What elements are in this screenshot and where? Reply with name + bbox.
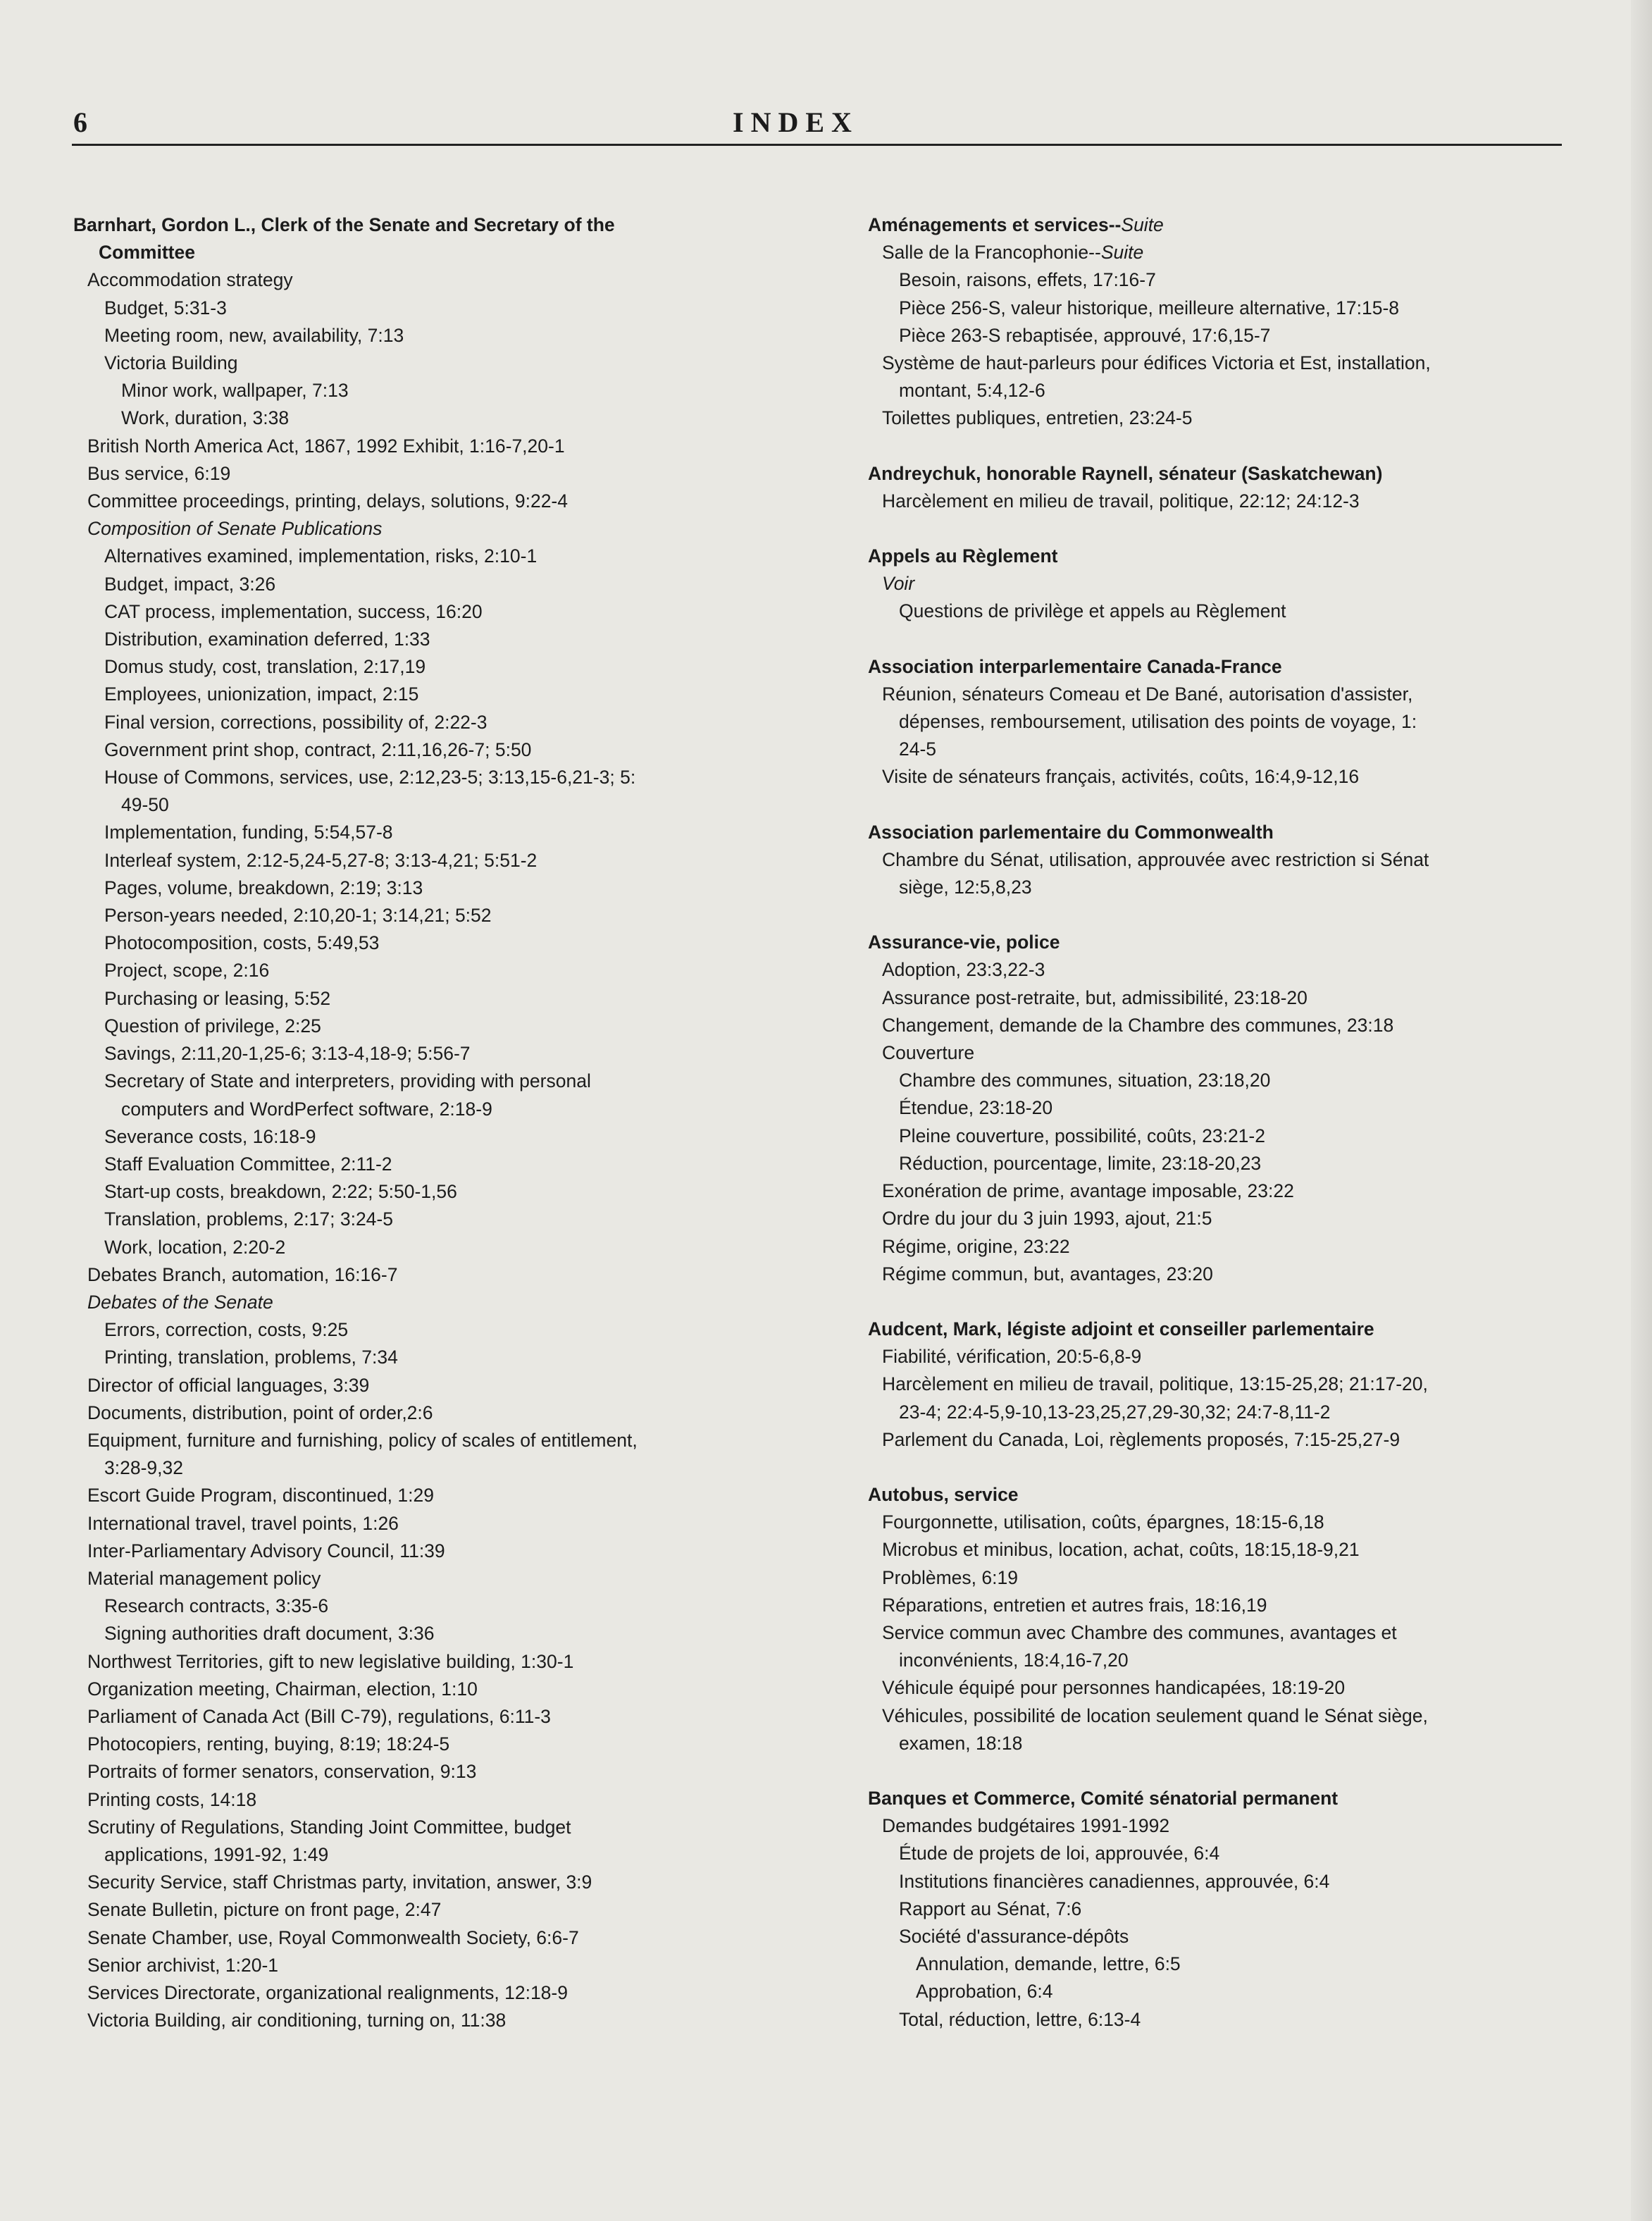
index-entry: Services Directorate, organizational realignments, 12:18-9 (87, 1982, 568, 2003)
index-entry: Translation, problems, 2:17; 3:24-5 (104, 1208, 393, 1230)
index-entry: Escort Guide Program, discontinued, 1:29 (87, 1485, 434, 1507)
index-entry: Microbus et minibus, location, achat, coûts, 18:15,18-9,21 (882, 1539, 1360, 1561)
index-entry: Institutions financières canadiennes, approuvée, 6:4 (899, 1870, 1330, 1892)
index-entry: Portraits of former senators, conservation, 9:13 (87, 1761, 477, 1783)
index-entry: Person-years needed, 2:10,20-1; 3:14,21; 5:52 (104, 905, 492, 927)
entry-suite-text: Suite (1121, 214, 1164, 235)
index-entry: Security Service, staff Christmas party, invitation, answer, 3:9 (87, 1872, 592, 1893)
index-entry: Research contracts, 3:35-6 (104, 1595, 329, 1617)
index-entry: Étendue, 23:18-20 (899, 1097, 1053, 1119)
index-entry: Harcèlement en milieu de travail, politique, 13:15-25,28; 21:17-20, (882, 1373, 1428, 1395)
index-entry: Voir (882, 573, 915, 595)
index-entry: House of Commons, services, use, 2:12,23-5; 3:13,15-6,21-3; 5: (104, 767, 636, 788)
index-entry: Fourgonnette, utilisation, coûts, épargnes, 18:15-6,18 (882, 1511, 1324, 1533)
index-entry: Inter-Parliamentary Advisory Council, 11:39 (87, 1540, 445, 1561)
index-entry: Government print shop, contract, 2:11,16,26-7; 5:50 (104, 738, 532, 760)
index-entry: Chambre des communes, situation, 23:18,20 (899, 1070, 1271, 1091)
index-entry: Total, réduction, lettre, 6:13-4 (899, 2008, 1141, 2030)
index-entry: Printing, translation, problems, 7:34 (104, 1347, 398, 1368)
index-entry: Toilettes publiques, entretien, 23:24-5 (882, 407, 1193, 429)
entry-gap (868, 515, 1572, 543)
index-entry: Documents, distribution, point of order,2:6 (87, 1402, 433, 1423)
index-entry: Minor work, wallpaper, 7:13 (121, 380, 349, 402)
index-entry: Pages, volume, breakdown, 2:19; 3:13 (104, 877, 423, 898)
index-entry: Domus study, cost, translation, 2:17,19 (104, 656, 426, 678)
index-entry: CAT process, implementation, success, 16:20 (104, 600, 483, 622)
index-heading: Appels au Règlement (868, 545, 1058, 567)
entry-main-text: Salle de la Francophonie-- (882, 242, 1101, 264)
index-entry: Printing costs, 14:18 (87, 1788, 257, 1810)
index-entry: Harcèlement en milieu de travail, politique, 22:12; 24:12-3 (882, 490, 1360, 512)
index-entry: Debates of the Senate (87, 1291, 273, 1313)
index-entry: Work, location, 2:20-2 (104, 1236, 286, 1258)
index-heading: Autobus, service (868, 1483, 1019, 1505)
index-entry: inconvénients, 18:4,16-7,20 (899, 1650, 1129, 1671)
index-entry: Exonération de prime, avantage imposable, 23:22 (882, 1180, 1294, 1202)
index-entry: Système de haut-parleurs pour édifices Victoria et Est, installation, (882, 352, 1431, 374)
index-entry: 49-50 (121, 794, 169, 816)
index-entry: Changement, demande de la Chambre des communes, 23:18 (882, 1014, 1394, 1036)
index-entry: Couverture (882, 1042, 975, 1064)
index-entry: Debates Branch, automation, 16:16-7 (87, 1263, 398, 1285)
index-entry: Étude de projets de loi, approuvée, 6:4 (899, 1843, 1220, 1864)
index-entry: Régime, origine, 23:22 (882, 1235, 1070, 1257)
index-entry: Photocopiers, renting, buying, 8:19; 18:24-5 (87, 1733, 450, 1755)
index-entry: Final version, corrections, possibility of, 2:22-3 (104, 711, 487, 733)
index-entry (868, 239, 1572, 266)
index-entry: Signing authorities draft document, 3:36 (104, 1623, 435, 1645)
index-entry: Pièce 263-S rebaptisée, approuvé, 17:6,15-7 (899, 324, 1271, 346)
index-entry: Régime commun, but, avantages, 23:20 (882, 1263, 1213, 1285)
index-entry: Annulation, demande, lettre, 6:5 (916, 1953, 1181, 1975)
index-entry: Employees, unionization, impact, 2:15 (104, 683, 419, 705)
index-entry: Start-up costs, breakdown, 2:22; 5:50-1,56 (104, 1181, 457, 1203)
index-entry: Photocomposition, costs, 5:49,53 (104, 932, 380, 954)
index-entry: Problèmes, 6:19 (882, 1566, 1018, 1588)
index-entry: Committee proceedings, printing, delays, solutions, 9:22-4 (87, 490, 568, 512)
index-heading: Barnhart, Gordon L., Clerk of the Senate and Secretary of the (73, 214, 615, 235)
index-entry: Purchasing or leasing, 5:52 (104, 987, 331, 1009)
index-heading: Association interparlementaire Canada-France (868, 655, 1282, 677)
index-entry: Victoria Building (104, 352, 238, 374)
index-entry: Réunion, sénateurs Comeau et De Bané, autorisation d'assister, (882, 683, 1413, 705)
index-entry: Adoption, 23:3,22-3 (882, 959, 1045, 981)
index-entry: Northwest Territories, gift to new legislative building, 1:30-1 (87, 1650, 574, 1672)
index-heading (868, 211, 1572, 239)
entry-gap (868, 791, 1572, 819)
index-column-left (73, 211, 820, 2034)
index-entry: Véhicule équipé pour personnes handicapées, 18:19-20 (882, 1677, 1346, 1699)
index-entry: Material management policy (87, 1567, 321, 1589)
index-entry: Demandes budgétaires 1991-1992 (882, 1815, 1170, 1837)
index-heading: Banques et Commerce, Comité sénatorial permanent (868, 1787, 1339, 1809)
index-entry: Questions de privilège et appels au Règlement (899, 600, 1286, 622)
index-entry: Senate Chamber, use, Royal Commonwealth Society, 6:6-7 (87, 1926, 579, 1948)
index-entry: siège, 12:5,8,23 (899, 877, 1032, 898)
index-entry: Assurance post-retraite, but, admissibilité, 23:18-20 (882, 986, 1308, 1008)
entry-gap (868, 1757, 1572, 1785)
index-column-right (868, 211, 1572, 2034)
index-entry: Alternatives examined, implementation, risks, 2:10-1 (104, 545, 538, 567)
index-entry: Errors, correction, costs, 9:25 (104, 1319, 349, 1341)
index-entry: Réparations, entretien et autres frais, 18:16,19 (882, 1594, 1267, 1616)
index-entry: Director of official languages, 3:39 (87, 1374, 370, 1396)
index-entry: 24-5 (899, 738, 937, 760)
header-rule (72, 144, 1562, 146)
entry-gap (868, 433, 1572, 460)
index-entry: Savings, 2:11,20-1,25-6; 3:13-4,18-9; 5:56-7 (104, 1043, 471, 1065)
index-entry: Approbation, 6:4 (916, 1981, 1053, 2003)
index-entry: Distribution, examination deferred, 1:33 (104, 629, 430, 650)
index-entry: Accommodation strategy (87, 269, 293, 291)
index-entry: 23-4; 22:4-5,9-10,13-23,25,27,29-30,32; 24:7-8,11-2 (899, 1401, 1331, 1423)
index-entry: Bus service, 6:19 (87, 462, 231, 484)
index-entry: Chambre du Sénat, utilisation, approuvée avec restriction si Sénat (882, 848, 1429, 870)
index-entry: Parlement du Canada, Loi, règlements proposés, 7:15-25,27-9 (882, 1428, 1401, 1450)
index-entry: computers and WordPerfect software, 2:18-9 (121, 1098, 492, 1120)
page-number: 6 (73, 106, 87, 138)
index-entry: Equipment, furniture and furnishing, policy of scales of entitlement, (87, 1429, 638, 1451)
index-entry: dépenses, remboursement, utilisation des points de voyage, 1: (899, 711, 1417, 733)
index-entry: Ordre du jour du 3 juin 1993, ajout, 21:5 (882, 1208, 1212, 1230)
index-heading: Association parlementaire du Commonwealth (868, 821, 1274, 843)
entry-main-text: Aménagements et services-- (868, 214, 1122, 235)
index-entry: Rapport au Sénat, 7:6 (899, 1898, 1082, 1919)
index-heading: Assurance-vie, police (868, 932, 1060, 953)
index-entry: Senate Bulletin, picture on front page, 2:47 (87, 1899, 442, 1921)
index-entry: Victoria Building, air conditioning, turning on, 11:38 (87, 2010, 507, 2031)
index-entry: Budget, 5:31-3 (104, 297, 227, 318)
index-entry: Implementation, funding, 5:54,57-8 (104, 822, 393, 843)
index-heading: Andreychuk, honorable Raynell, sénateur (Saskatchewan) (868, 462, 1383, 484)
index-entry: Budget, impact, 3:26 (104, 573, 276, 595)
index-entry: Senior archivist, 1:20-1 (87, 1954, 279, 1976)
page-title: INDEX (733, 106, 859, 138)
index-heading: Audcent, Mark, légiste adjoint et conseiller parlementaire (868, 1318, 1374, 1340)
index-entry: Pièce 256-S, valeur historique, meilleure alternative, 17:15-8 (899, 297, 1400, 318)
index-entry: Visite de sénateurs français, activités, coûts, 16:4,9-12,16 (882, 766, 1360, 788)
index-entry: Scrutiny of Regulations, Standing Joint Committee, budget (87, 1816, 571, 1838)
index-entry: Besoin, raisons, effets, 17:16-7 (899, 269, 1156, 291)
index-entry: montant, 5:4,12-6 (899, 380, 1045, 402)
index-entry: Réduction, pourcentage, limite, 23:18-20,23 (899, 1152, 1262, 1174)
index-entry: International travel, travel points, 1:26 (87, 1512, 399, 1534)
index-heading: Committee (99, 242, 195, 264)
entry-gap (868, 626, 1572, 653)
index-entry: Staff Evaluation Committee, 2:11-2 (104, 1153, 392, 1175)
index-entry: Secretary of State and interpreters, providing with personal (104, 1070, 591, 1092)
index-entry: Société d'assurance-dépôts (899, 1925, 1129, 1947)
index-entry: Severance costs, 16:18-9 (104, 1125, 316, 1147)
index-entry: examen, 18:18 (899, 1732, 1023, 1754)
index-entry: Project, scope, 2:16 (104, 960, 270, 982)
index-entry: Service commun avec Chambre des communes, avantages et (882, 1621, 1397, 1643)
index-entry: Interleaf system, 2:12-5,24-5,27-8; 3:13-4,21; 5:51-2 (104, 849, 538, 871)
index-entry: 3:28-9,32 (104, 1457, 183, 1479)
index-entry: Meeting room, new, availability, 7:13 (104, 324, 404, 346)
index-entry: Organization meeting, Chairman, election, 1:10 (87, 1678, 478, 1700)
index-entry: Véhicules, possibilité de location seulement quand le Sénat siège, (882, 1705, 1428, 1726)
index-entry: applications, 1991-92, 1:49 (104, 1843, 329, 1865)
entry-gap (868, 1454, 1572, 1481)
index-entry: British North America Act, 1867, 1992 Exhibit, 1:16-7,20-1 (87, 435, 565, 457)
entry-gap (868, 901, 1572, 929)
index-entry: Work, duration, 3:38 (121, 407, 290, 429)
entry-suite-text: Suite (1100, 242, 1144, 264)
index-entry: Question of privilege, 2:25 (104, 1015, 321, 1037)
entry-gap (868, 1288, 1572, 1316)
index-entry: Fiabilité, vérification, 20:5-6,8-9 (882, 1346, 1142, 1368)
page-edge (1631, 0, 1652, 2221)
index-entry: Composition of Senate Publications (87, 518, 383, 540)
index-entry: Pleine couverture, possibilité, coûts, 23:21-2 (899, 1125, 1265, 1146)
index-entry: Parliament of Canada Act (Bill C-79), regulations, 6:11-3 (87, 1705, 551, 1727)
